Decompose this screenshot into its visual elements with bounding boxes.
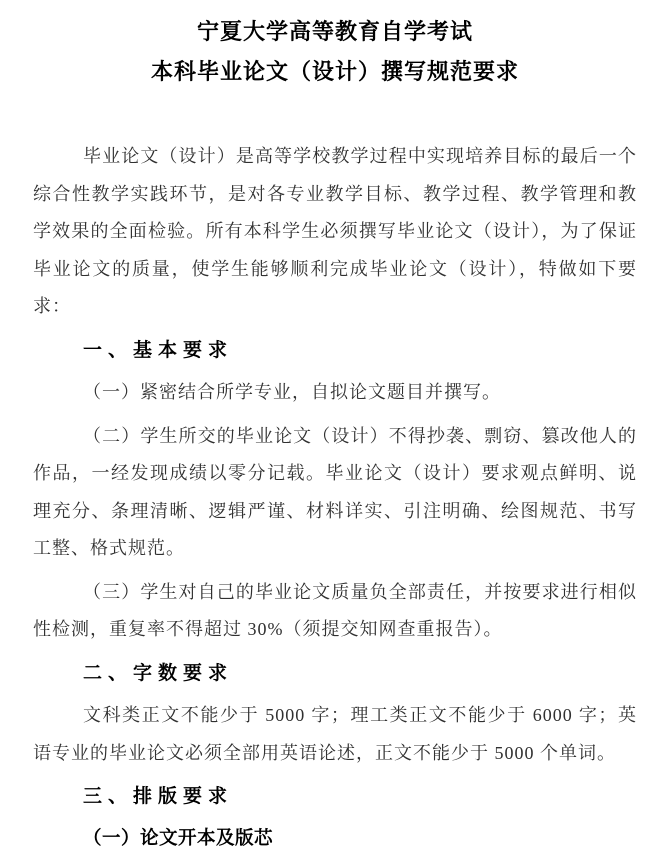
basic-requirement-item-3: （三）学生对自己的毕业论文质量负全部责任，并按要求进行相似性检测，重复率不得超过 30%（须提交知网查重报告）。 <box>33 581 637 639</box>
heading-layout-requirements: 三、排版要求 <box>83 786 234 807</box>
heading-basic-requirements: 一、基本要求 <box>83 339 234 361</box>
basic-requirement-item-2: （二）学生所交的毕业论文（设计）不得抄袭、剽窃、篡改他人的作品，一经发现成绩以零分记载。毕业论文（设计）要求观点鲜明、说理充分、条理清晰、逻辑严谨、材料详实、引注明确、绘图规范、书写工整、格式规范。 <box>33 425 637 558</box>
title-line-2: 本科毕业论文（设计）撰写规范要求 <box>150 59 519 84</box>
title-line-1: 宁夏大学高等教育自学考试 <box>196 19 473 44</box>
subheading-paper-format: （一）论文开本及版芯 <box>83 828 274 849</box>
document-title <box>33 12 637 92</box>
basic-requirement-item-1: （一）紧密结合所学专业，自拟论文题目并撰写。 <box>83 382 501 402</box>
heading-word-count-requirements: 二、字数要求 <box>83 662 234 684</box>
word-count-paragraph: 文科类正文不能少于 5000 字；理工类正文不能少于 6000 字；英语专业的毕业论文必须全部用英语论述，正文不能少于 5000 个单词。 <box>33 705 637 763</box>
intro-paragraph: 毕业论文（设计）是高等学校教学过程中实现培养目标的最后一个综合性教学实践环节，是对各专业教学目标、教学过程、教学管理和教学效果的全面检验。所有本科学生必须撰写毕业论文（设计），为了保证毕业论文的质量，使学生能够顺利完成毕业论文（设计），特做如下要求： <box>33 146 637 316</box>
